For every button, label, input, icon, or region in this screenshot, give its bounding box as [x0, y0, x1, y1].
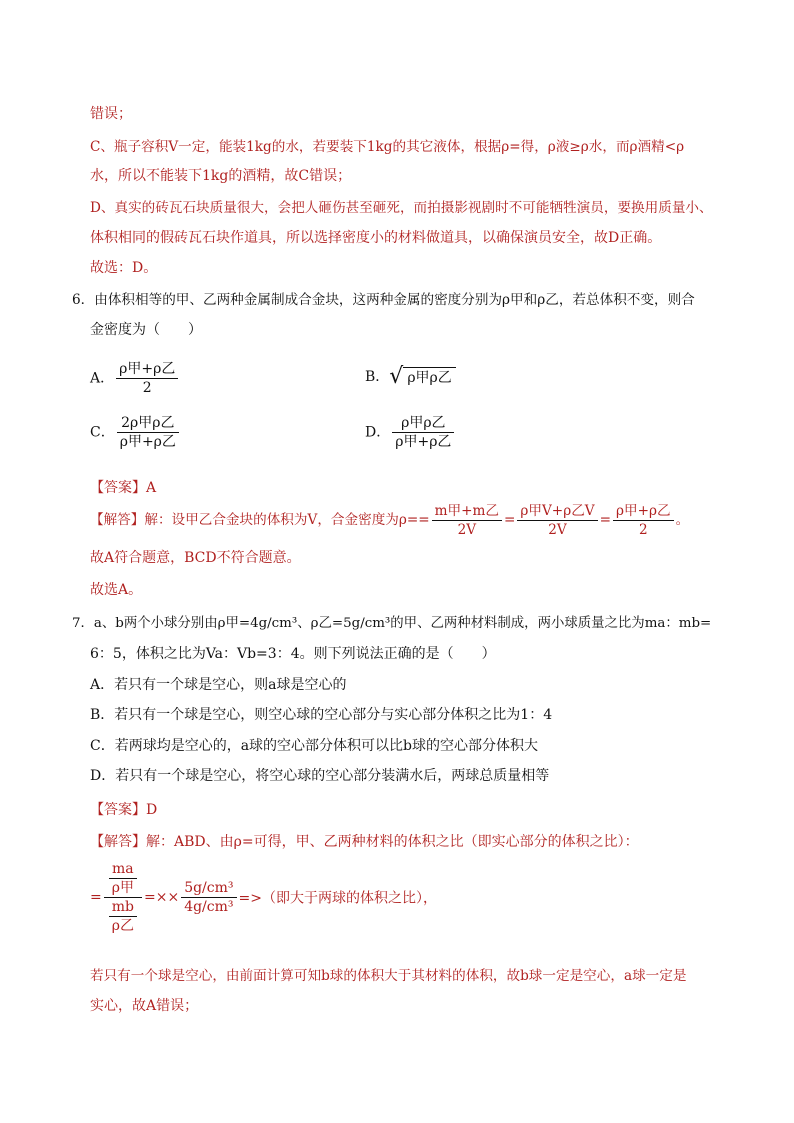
compound-fraction [104, 860, 142, 935]
fraction [109, 860, 137, 897]
analysis-tag: 【解答】 [90, 512, 145, 528]
fraction-numerator: 2ρ甲ρ乙 [117, 414, 179, 433]
answer-value: A [146, 480, 157, 496]
fraction-denominator: 2V [457, 522, 477, 538]
fraction-denominator: 2 [638, 522, 648, 538]
radical-sign-icon: √ [389, 364, 404, 389]
option-label: B． [365, 369, 390, 385]
text-line: 故选：D。 [90, 260, 158, 276]
analysis-text: 解：ABD、由ρ=可得，甲、乙两种材料的体积之比（即实心部分的体积之比）： [146, 834, 639, 850]
option-b [365, 366, 456, 388]
fraction-numerator: ρ甲+ρ乙 [116, 360, 178, 379]
option-c: C．若两球均是空心的，a球的空心部分体积可以比b球的空心部分体积大 [90, 738, 539, 754]
option-label: D． [365, 424, 391, 441]
analysis-line [90, 502, 689, 539]
analysis-tag: 【解答】 [90, 834, 146, 850]
question-7-stem: 7．a、b两个小球分别由ρ甲=4g/cm³、ρ乙=5g/cm³的甲、乙两种材料制成，两小球质量之比为ma：mb= [72, 616, 712, 631]
fraction-numerator: ρ甲+ρ乙 [613, 502, 674, 521]
option-b: B．若只有一个球是空心，则空心球的空心部分与实心部分体积之比为1：4 [90, 707, 553, 723]
fraction-numerator: ma [109, 860, 137, 879]
fraction [392, 414, 454, 451]
text-line: 实心，故A错误； [90, 998, 199, 1014]
equals-sign: = [599, 512, 611, 528]
answer-tag: 【答案】 [90, 480, 146, 496]
analysis-line [90, 832, 639, 852]
text-line: 错误； [90, 106, 132, 122]
question-6-stem: 金密度为（ ） [90, 322, 202, 338]
fraction-denominator: ρ甲 [111, 880, 134, 896]
text-line: 水，所以不能装下1kg的酒精，故C错误； [90, 168, 352, 184]
option-a [90, 360, 180, 397]
square-root [389, 366, 456, 388]
fraction-numerator: mb [109, 898, 137, 917]
answer-tag: 【答案】 [90, 802, 146, 818]
analysis-text: 解：设甲乙合金块的体积为V，合金密度为ρ== [144, 512, 430, 528]
fraction-denominator: ρ乙 [111, 918, 134, 934]
period: 。 [675, 512, 690, 528]
fraction-numerator: ρ甲V+ρ乙V [517, 502, 597, 521]
question-7-stem: 6：5，体积之比为Va：Vb=3：4。则下列说法正确的是（ ） [90, 646, 496, 662]
answer-line [90, 478, 156, 498]
text-line: 故A符合题意，BCD不符合题意。 [90, 550, 301, 566]
fraction-denominator: ρ甲+ρ乙 [119, 434, 176, 450]
option-d [365, 414, 456, 451]
fraction-numerator: m甲+m乙 [432, 502, 502, 521]
fraction [117, 414, 179, 451]
option-c [90, 414, 181, 451]
operator-text: =>（即大于两球的体积之比）， [238, 890, 437, 907]
fraction [181, 879, 236, 916]
operator-text: =×× [143, 889, 180, 906]
text-line: D、真实的砖瓦石块质量很大，会把人砸伤甚至砸死，而拍摄影视剧时不可能牺牲演员，要换用质量小、 [90, 200, 713, 216]
fraction-denominator: 2 [142, 380, 152, 396]
fraction-denominator: 2V [548, 522, 567, 538]
text-line: 若只有一个球是空心，由前面计算可知b球的体积大于其材料的体积，故b球一定是空心，a球一定是 [90, 968, 687, 984]
fraction-denominator [104, 898, 142, 935]
ratio-calculation [90, 860, 437, 935]
fraction-denominator: 4g/cm³ [184, 899, 234, 915]
fraction [116, 360, 178, 397]
fraction-numerator: 5g/cm³ [181, 879, 236, 898]
text-line: C、瓶子容积V一定，能装1kg的水，若要装下1kg的其它液体，根据ρ=得，ρ液≥ρ水，而ρ酒精<ρ [90, 139, 685, 155]
option-label: A． [90, 370, 115, 387]
fraction [517, 502, 597, 539]
fraction-denominator: ρ甲+ρ乙 [395, 434, 452, 450]
answer-line [90, 800, 157, 820]
text-line: 故选A。 [90, 582, 143, 598]
question-6-stem: 6．由体积相等的甲、乙两种金属制成合金块，这两种金属的密度分别为ρ甲和ρ乙，若总体积不变，则合 [72, 292, 695, 308]
text-line: 体积相同的假砖瓦石块作道具，所以选择密度小的材料做道具，以确保演员安全，故D正确。 [90, 230, 662, 246]
option-a: A．若只有一个球是空心，则a球是空心的 [90, 677, 347, 693]
radicand: ρ甲ρ乙 [403, 367, 455, 387]
equals-sign: = [504, 512, 516, 528]
answer-value: D [146, 802, 158, 818]
option-d: D．若只有一个球是空心，将空心球的空心部分装满水后，两球总质量相等 [90, 768, 550, 784]
fraction-numerator: ρ甲ρ乙 [392, 414, 454, 433]
fraction [613, 502, 674, 539]
equals-sign: = [90, 889, 102, 906]
option-label: C． [90, 424, 115, 441]
fraction [109, 898, 137, 935]
fraction-numerator [104, 860, 142, 898]
fraction [432, 502, 502, 539]
